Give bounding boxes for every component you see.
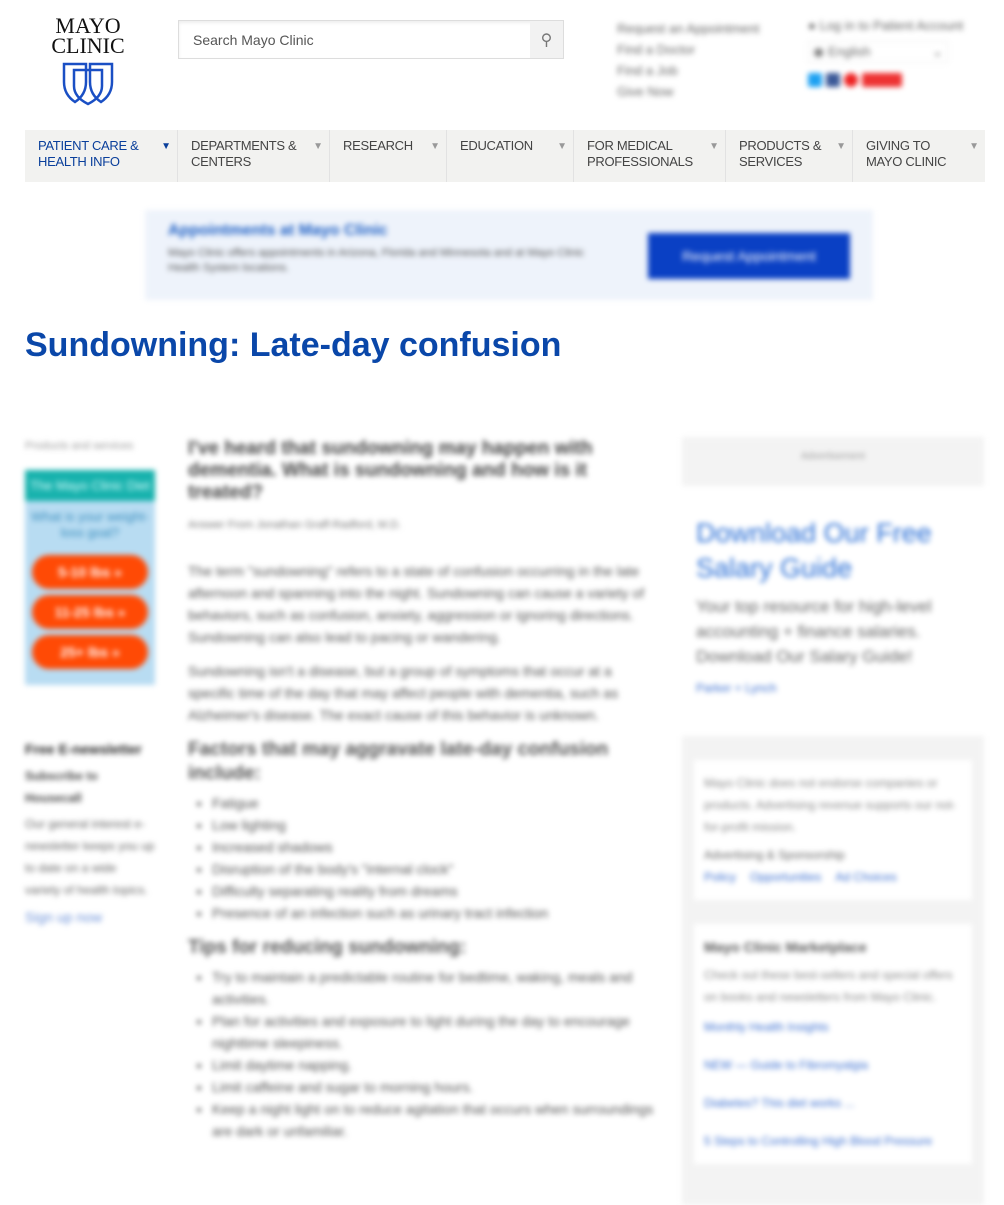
marketplace	[694, 924, 972, 1164]
facebook-icon[interactable]	[826, 73, 840, 87]
user-icon: ●	[808, 18, 820, 33]
search-icon: ⚲	[540, 31, 553, 49]
nav-label: EDUCATION	[460, 138, 533, 153]
products-heading: Products and services	[25, 440, 134, 452]
chevron-down-icon: ⌄	[932, 44, 943, 59]
factors-heading: Factors that may aggravate late-day confusion include:	[188, 739, 609, 784]
appointments-banner	[145, 210, 873, 300]
goal-option-button[interactable]: 11-25 lbs »	[32, 595, 148, 629]
article-question: I've heard that sundowning may happen with dementia. What is sundowning and how is it treated?	[188, 438, 593, 503]
social-links	[808, 73, 963, 90]
mayo-clinic-logo[interactable]	[48, 13, 128, 109]
caret-down-icon: ▼	[557, 141, 567, 152]
salary-guide-ad[interactable]	[682, 486, 984, 736]
logo-text-line1: MAYO	[55, 13, 121, 38]
marketplace-title: Mayo Clinic Marketplace	[704, 939, 867, 955]
page-title: Sundowning: Late-day confusion	[25, 326, 562, 364]
nav-label: DEPARTMENTS & CENTERS	[191, 138, 297, 169]
nav-label: GIVING TO MAYO CLINIC	[866, 138, 947, 169]
nav-label: FOR MEDICAL PROFESSIONALS	[587, 138, 693, 169]
ad-text: Your top resource for high-level accounting + finance salaries. Download Our Salary Guide!	[696, 597, 932, 666]
policy-link[interactable]: Policy	[704, 870, 737, 884]
list-item: • Limit daytime napping.	[212, 1054, 656, 1076]
nav-label: PATIENT CARE & HEALTH INFO	[38, 138, 139, 169]
banner-title: Appointments at Mayo Clinic	[168, 222, 388, 239]
caret-down-icon: ▼	[969, 141, 979, 152]
caret-down-icon: ▼	[709, 141, 719, 152]
nav-education[interactable]	[447, 130, 574, 182]
newsletter-subtitle: Subscribe to Housecall	[25, 769, 98, 805]
left-sidebar	[25, 440, 155, 925]
logo-text-line2: CLINIC	[51, 33, 125, 58]
nav-medical-professionals[interactable]	[574, 130, 726, 182]
newsletter-title: Free E-newsletter	[25, 741, 142, 757]
account-area	[808, 18, 963, 90]
right-sidebar	[682, 437, 984, 1205]
signup-link[interactable]: Sign up now	[25, 909, 103, 925]
nav-giving[interactable]	[853, 130, 985, 182]
search-button[interactable]	[530, 21, 563, 58]
language-value: English	[827, 44, 871, 59]
opportunities-link[interactable]: Opportunities	[750, 870, 822, 884]
list-item: • Try to maintain a predictable routine for bedtime, waking, meals and activities.	[212, 966, 656, 1010]
nav-label: PRODUCTS & SERVICES	[739, 138, 822, 169]
diet-widget	[25, 470, 155, 685]
list-item: • Difficulty separating reality from dreams	[212, 880, 656, 902]
utility-link[interactable]: Request an Appointment	[617, 21, 760, 36]
list-item: • Fatigue	[212, 792, 656, 814]
byline: Answer From Jonathan Graff-Radford, M.D.	[188, 519, 402, 531]
main-nav	[25, 130, 985, 182]
diet-question: What is your weight-loss goal?	[31, 509, 149, 540]
login-link[interactable]	[808, 18, 963, 33]
advertising-heading: Advertising & Sponsorship	[704, 848, 845, 862]
ad-label: Advertisement	[801, 451, 865, 462]
goal-option-button[interactable]: 5-10 lbs »	[32, 555, 148, 589]
language-select[interactable]	[808, 41, 948, 63]
goal-option-button[interactable]: 25+ lbs »	[32, 635, 148, 669]
newsletter-text: Our general interest e-newsletter keeps you up to date on a wide variety of health topics.	[25, 817, 155, 897]
list-item: • Presence of an infection such as urinary tract infection	[212, 902, 656, 924]
youtube-icon[interactable]	[862, 73, 902, 87]
utility-link[interactable]: Give Now	[617, 84, 674, 99]
caret-down-icon: ▼	[161, 141, 171, 152]
nav-research[interactable]	[330, 130, 447, 182]
marketplace-text: Check out these best-sellers and special offers on books and newsletters from Mayo Clinic.	[704, 968, 953, 1004]
paragraph: Sundowning isn't a disease, but a group of symptoms that occur at a specific time of the day that may affect people with dementia, such as Alzheimer's disease. The exact cause of this behavior is unknown.	[188, 663, 619, 723]
caret-down-icon: ▼	[836, 141, 846, 152]
diet-title: The Mayo Clinic Diet	[25, 470, 155, 501]
list-item: • Plan for activities and exposure to light during the day to encourage nighttime sleepiness.	[212, 1010, 656, 1054]
ad-source: Parker + Lynch	[696, 681, 777, 695]
marketplace-link[interactable]: 5 Steps to Controlling High Blood Pressure	[704, 1134, 933, 1148]
marketplace-link[interactable]: NEW — Guide to Fibromyalgia	[704, 1058, 869, 1072]
list-item: • Increased shadows	[212, 836, 656, 858]
utility-link[interactable]: Find a Doctor	[617, 42, 696, 57]
search-input[interactable]	[179, 21, 530, 58]
factors-list	[212, 792, 656, 924]
caret-down-icon: ▼	[313, 141, 323, 152]
list-item: • Limit caffeine and sugar to morning hours.	[212, 1076, 656, 1098]
marketplace-link[interactable]: Diabetes? This diet works ...	[704, 1096, 855, 1110]
list-item: • Keep a night light on to reduce agitation that occurs when surroundings are dark or unfamiliar.	[212, 1098, 656, 1142]
utility-links	[617, 18, 759, 102]
caret-down-icon: ▼	[430, 141, 440, 152]
tips-list	[212, 966, 656, 1142]
advertising-disclaimer	[694, 760, 972, 900]
article	[188, 438, 656, 1154]
ad-choices-link[interactable]: Ad Choices	[835, 870, 897, 884]
twitter-icon[interactable]	[808, 73, 822, 87]
shield-logo-icon	[60, 60, 116, 106]
disclaimer-text: Mayo Clinic does not endorse companies or products. Advertising revenue supports our not-for-profit mission.	[704, 776, 957, 834]
nav-label: RESEARCH	[343, 138, 413, 153]
nav-patient-care[interactable]	[25, 130, 178, 182]
utility-link[interactable]: Find a Job	[617, 63, 678, 78]
request-appointment-button[interactable]: Request Appointment	[648, 233, 850, 279]
list-item: • Disruption of the body's "internal clock"	[212, 858, 656, 880]
marketplace-link[interactable]: Monthly Health Insights	[704, 1020, 829, 1034]
pinterest-icon[interactable]	[844, 73, 858, 87]
login-label: Log in to Patient Account	[819, 18, 964, 33]
paragraph: The term "sundowning" refers to a state of confusion occurring in the late afternoon and spanning into the night. Sundowning can cause a variety of behaviors, such as confusion, anxiety, aggression or ignoring directions. Sundowning can also lead to pacing or wandering.	[188, 563, 645, 645]
globe-icon: ◉	[813, 44, 828, 59]
nav-products-services[interactable]	[726, 130, 853, 182]
nav-departments[interactable]	[178, 130, 330, 182]
banner-text: Mayo Clinic offers appointments in Arizona, Florida and Minnesota and at Mayo Clinic Health System locations.	[168, 247, 585, 274]
list-item: • Low lighting	[212, 814, 656, 836]
search-bar	[178, 20, 564, 59]
tips-heading: Tips for reducing sundowning:	[188, 937, 467, 958]
ad-title: Download Our Free Salary Guide	[696, 518, 932, 583]
